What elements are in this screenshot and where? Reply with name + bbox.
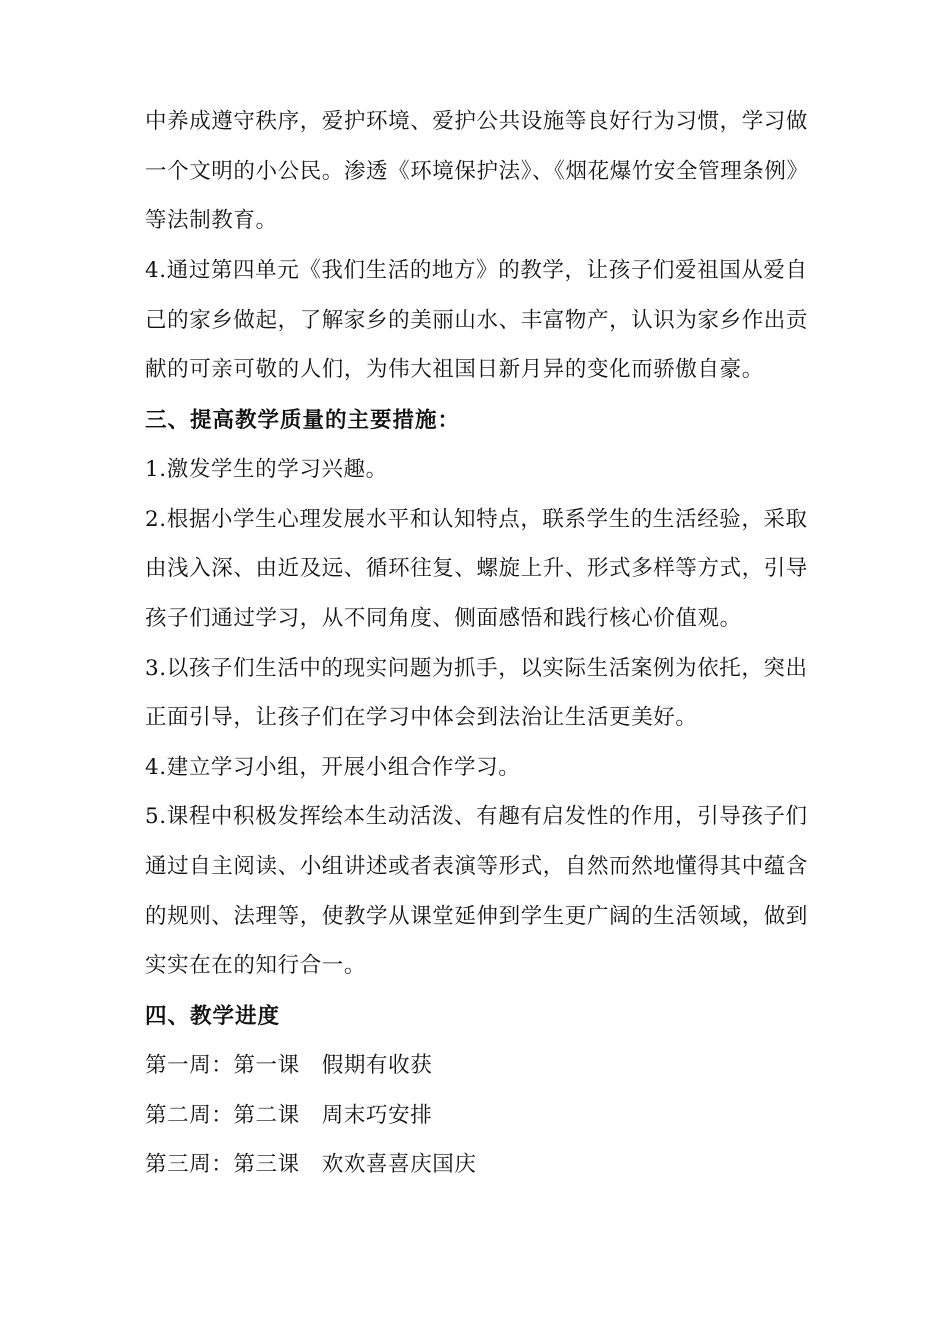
- list-item: 5.课程中积极发挥绘本生动活泼、有趣有启发性的作用，引导孩子们: [145, 804, 808, 829]
- paragraph-line: 4.通过第四单元《我们生活的地方》的教学，让孩子们爱祖国从爱自: [145, 258, 808, 283]
- paragraph-line: 孩子们通过学习，从不同角度、侧面感悟和践行核心价值观。: [145, 606, 742, 631]
- paragraph-line: 一个文明的小公民。渗透《环境保护法》、《烟花爆竹安全管理条例》: [145, 159, 809, 184]
- paragraph-line: 正面引导，让孩子们在学习中体会到法治让生活更美好。: [145, 705, 698, 730]
- paragraph-line: 由浅入深、由近及远、循环往复、螺旋上升、形式多样等方式，引导: [145, 556, 809, 581]
- paragraph-line: 中养成遵守秩序，爱护环境、爱护公共设施等良好行为习惯，学习做: [145, 109, 809, 134]
- schedule-item: 第一周：第一课 假期有收获: [145, 1053, 433, 1078]
- paragraph-line: 通过自主阅读、小组讲述或者表演等形式，自然而然地懂得其中蕴含: [145, 854, 809, 879]
- paragraph-line: 献的可亲可敬的人们，为伟大祖国日新月异的变化而骄傲自豪。: [145, 357, 764, 382]
- list-item: 1.激发学生的学习兴趣。: [145, 457, 388, 482]
- paragraph-line: 己的家乡做起，了解家乡的美丽山水、丰富物产，认识为家乡作出贡: [145, 308, 809, 333]
- list-item: 2.根据小学生心理发展水平和认知特点，联系学生的生活经验，采取: [145, 507, 808, 532]
- list-item: 3.以孩子们生活中的现实问题为抓手，以实际生活案例为依托，突出: [145, 656, 808, 681]
- schedule-item: 第三周：第三课 欢欢喜喜庆国庆: [145, 1152, 477, 1177]
- section-heading: 三、提高教学质量的主要措施：: [145, 408, 461, 433]
- paragraph-line: 的规则、法理等，使教学从课堂延伸到学生更广阔的生活领域，做到: [145, 904, 809, 929]
- paragraph-line: 实实在在的知行合一。: [145, 953, 367, 978]
- schedule-item: 第二周：第二课 周末巧安排: [145, 1103, 433, 1128]
- list-item: 4.建立学习小组，开展小组合作学习。: [145, 755, 521, 780]
- paragraph-line: 等法制教育。: [145, 208, 278, 233]
- section-heading: 四、教学进度: [145, 1004, 281, 1029]
